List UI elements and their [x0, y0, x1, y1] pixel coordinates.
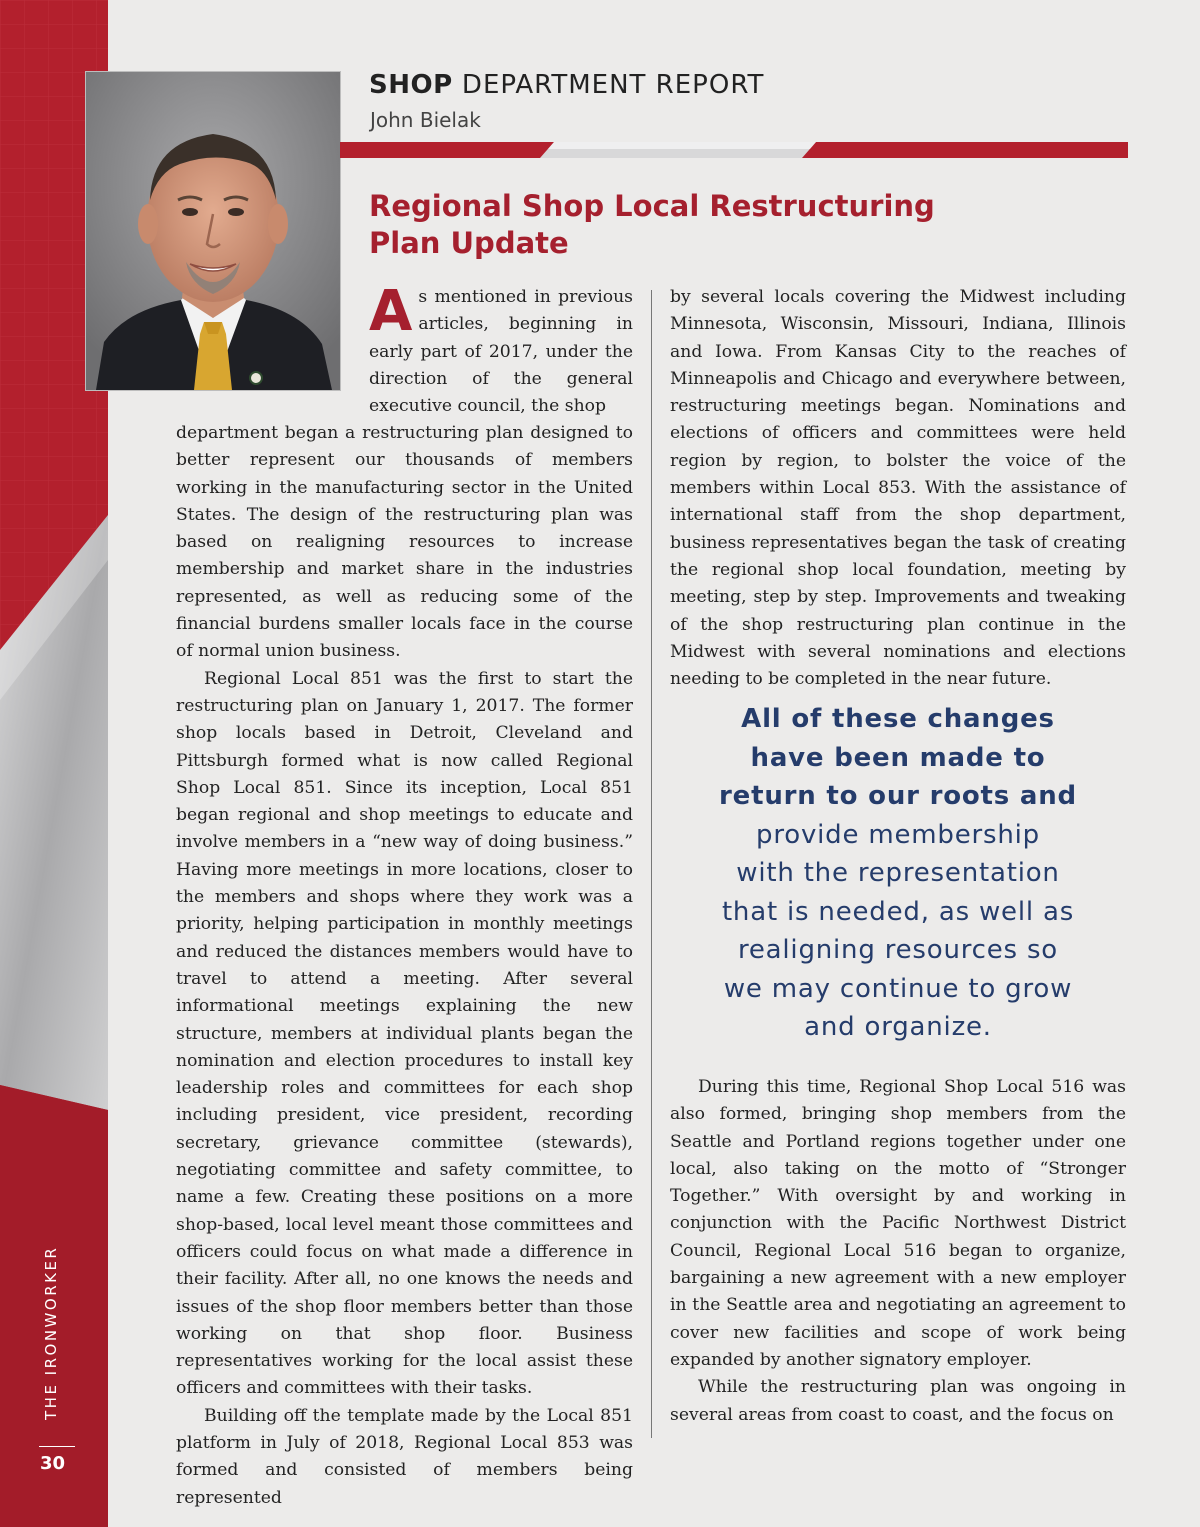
article-headline: Regional Shop Local Restructuring Plan Update	[369, 189, 935, 260]
author-portrait	[86, 72, 340, 390]
column-divider	[651, 290, 652, 1438]
department-title-bold: SHOP	[369, 70, 453, 100]
department-title-rest: DEPARTMENT REPORT	[461, 70, 765, 100]
pull-quote	[700, 700, 1096, 1047]
author-name: John Bielak	[370, 108, 481, 132]
pull-quote-line: have been made to	[750, 742, 1046, 773]
portrait-photo-icon	[86, 72, 340, 390]
column-right-top	[670, 284, 1126, 693]
paragraph-final: While the restructuring plan was ongoing in several areas from coast to coast, and the focus on	[670, 1377, 1126, 1425]
pull-quote-line: that is needed, as well as	[721, 896, 1075, 927]
column-left	[176, 420, 633, 1508]
paragraph-local-516: During this time, Regional Shop Local 516 was also formed, bringing shop members from the Seattle and Portland regions together under one local, also taking on the motto of “Stronger Together.” With oversight by and working in conjunction with the Pacific Northwest District Council, Regional Local 516 began to organize, bargaining a new agreement with a new employer in the Seattle area and negotiating an agreement to cover new facilities and scope of work being expanded by another signatory employer.	[670, 1077, 1126, 1370]
intro-text: s mentioned in previous articles, beginning in early part of 2017, under the direction of the general executive council, the shop	[369, 287, 633, 417]
department-title	[369, 70, 764, 100]
pull-quote-line: provide membership	[756, 819, 1040, 850]
pull-quote-line: All of these changes	[741, 704, 1055, 734]
pull-quote-line: and organize.	[804, 1012, 992, 1042]
page-number: 30	[40, 1453, 66, 1474]
pull-quote-line: we may continue to grow	[723, 973, 1073, 1004]
paragraph-local-851: Regional Local 851 was the first to start the restructuring plan on January 1, 2017. The former shop locals based in Detroit, Cleveland and Pittsburgh formed what is now called Regional Shop Local 851. Since its inception, Local 851 began regional and shop meetings to educate and involve members in a “new way of doing business.” Having more meetings in more locations, closer to the members and shops where they work was a priority, helping participation in monthly meetings and reduced the distances members would have to travel to attend a meeting. After several informational meetings explaining the new structure, members at individual plants began the nomination and election procedures to install key leadership roles and committees for each shop including president, vice president, recording secretary, grievance committee (stewards), negotiating committee and safety committee, to name a few. Creating these positions on a more shop-based, local level meant those committees and officers could focus on what made a difference in their facility. After all, no one knows the needs and issues of the shop floor members better than those working on that shop floor. Business representatives working for the local assist these officers and committees with their tasks.	[176, 668, 633, 1399]
header-accent-bar	[340, 142, 1128, 158]
paragraph-local-853-continued: by several locals covering the Midwest including Minnesota, Wisconsin, Missouri, Indiana, Illinois and Iowa. From Kansas City to the reaches of Minneapolis and Chicago and everywhere between, restructuring meetings began. Nominations and elections of officers and committees were held region by region, to bolster the voice of the members within Local 853. With the assistance of international staff from the shop department, business representatives began the task of creating the regional shop local foundation, meeting by meeting, step by step. Improvements and tweaking of the shop restructuring plan continue in the Midwest with several nominations and elections needing to be completed in the near future.	[670, 287, 1126, 690]
column-right-bottom	[670, 1074, 1126, 1444]
drop-cap: A	[369, 279, 413, 344]
pull-quote-line: return to our roots and	[719, 781, 1077, 811]
page-number-rule	[39, 1446, 75, 1447]
paragraph-local-853: Building off the template made by the Local 851 platform in July of 2018, Regional Local 853 was formed and consisted of members being represented	[176, 1405, 633, 1508]
pull-quote-line: with the representation	[736, 858, 1060, 888]
pull-quote-line: realigning resources so	[737, 935, 1059, 965]
intro-continued: department began a restructuring plan designed to better represent our thousands of members working in the manufacturing sector in the United States. The design of the restructuring plan was based on realigning resources to increase membership and market share in the industries represented, as well as reducing some of the financial burdens smaller locals face in the course of normal union business.	[176, 423, 633, 662]
publication-name: THE IRONWORKER	[42, 1245, 60, 1420]
intro-paragraph	[369, 279, 633, 420]
